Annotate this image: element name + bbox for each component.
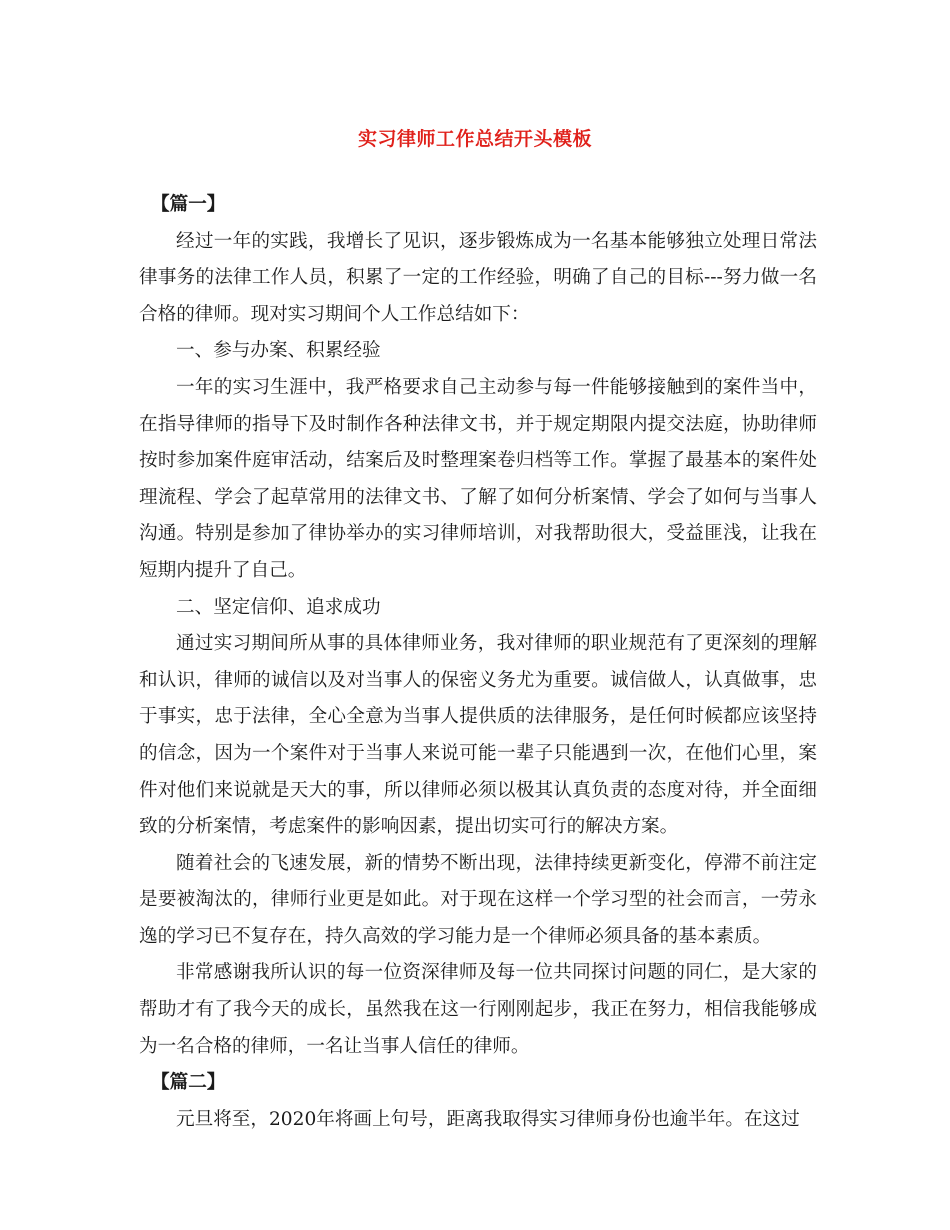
section-heading: 【篇二】	[151, 1072, 226, 1094]
paragraph: 经过一年的实践，我增长了见识，逐步锻炼成为一名基本能够独立处理日常法律事务的法律工作人员，积累了一定的工作经验，明确了自己的目标---努力做一名合格的律师。现对实习期间个人工作总结如下：	[139, 230, 817, 325]
document-title: 实习律师工作总结开头模板	[357, 128, 592, 150]
paragraph: 随着社会的飞速发展，新的情势不断出现，法律持续更新变化，停滞不前注定是要被淘汰的，律师行业更是如此。对于现在这样一个学习型的社会而言，一劳永逸的学习已不复存在，持久高效的学习能力是一个律师必须具备的基本素质。	[139, 852, 817, 947]
subheading: 一、参与办案、积累经验	[176, 340, 381, 362]
subheading: 二、坚定信仰、追求成功	[176, 596, 381, 618]
paragraph: 一年的实习生涯中，我严格要求自己主动参与每一件能够接触到的案件当中，在指导律师的指导下及时制作各种法律文书，并于规定期限内提交法庭，协助律师按时参加案件庭审活动，结案后及时整理案卷归档等工作。掌握了最基本的案件处理流程、学会了起草常用的法律文书、了解了如何分析案情、学会了如何与当事人沟通。特别是参加了律协举办的实习律师培训，对我帮助很大，受益匪浅，让我在短期内提升了自己。	[139, 376, 817, 581]
paragraph: 元旦将至，2020年将画上句号，距离我取得实习律师身份也逾半年。在这过	[176, 1108, 800, 1130]
section-heading: 【篇一】	[151, 194, 226, 215]
paragraph: 通过实习期间所从事的具体律师业务，我对律师的职业规范有了更深刻的理解和认识，律师的诚信以及对当事人的保密义务尤为重要。诚信做人，认真做事，忠于事实，忠于法律，全心全意为当事人提供质的法律服务，是任何时候都应该坚持的信念，因为一个案件对于当事人来说可能一辈子只能遇到一次，在他们心里，案件对他们来说就是天大的事，所以律师必须以极其认真负责的态度对待，并全面细致的分析案情，考虑案件的影响因素，提出切实可行的解决方案。	[139, 633, 817, 838]
paragraph: 非常感谢我所认识的每一位资深律师及每一位共同探讨问题的同仁，是大家的帮助才有了我今天的成长，虽然我在这一行刚刚起步，我正在努力，相信我能够成为一名合格的律师，一名让当事人信任的律师。	[139, 962, 817, 1057]
document-body	[139, 187, 817, 1138]
